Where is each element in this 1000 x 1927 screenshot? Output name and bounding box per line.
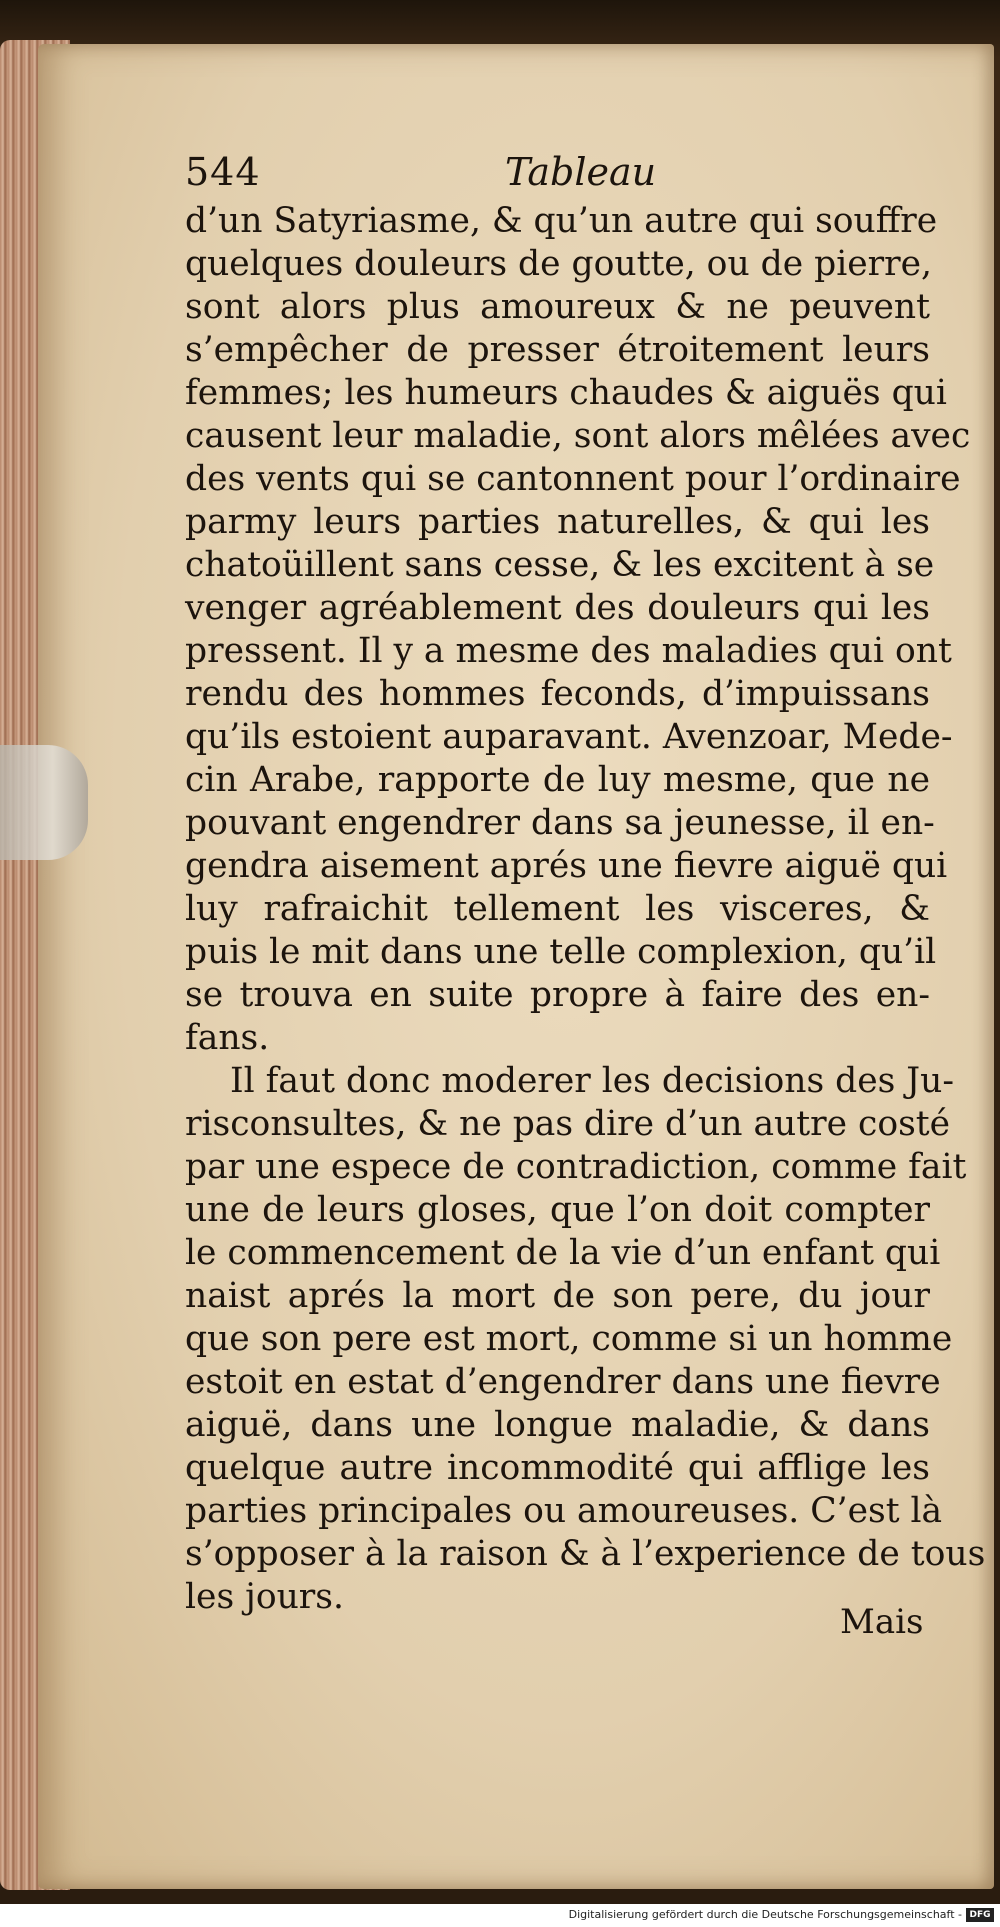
footer xyxy=(0,1904,1000,1927)
text-line: pouvant engendrer dans sa jeunesse, il en- xyxy=(185,803,935,843)
text-line: le commencement de la vie d’un enfant qui xyxy=(185,1233,941,1273)
text-line: d’un Satyriasme, & qu’un autre qui souffre xyxy=(185,201,938,241)
text-line: fans. xyxy=(185,1018,270,1058)
text-line: cin Arabe, rapporte de luy mesme, que ne xyxy=(185,760,930,800)
text-line: sont alors plus amoureux & ne peuvent xyxy=(185,287,930,327)
text-line: des vents qui se cantonnent pour l’ordinaire xyxy=(185,459,961,499)
dfg-logo: DFG xyxy=(966,1908,994,1922)
text-line: naist aprés la mort de son pere, du jour xyxy=(185,1276,930,1316)
text-line: gendra aisement aprés une fievre aiguë qui xyxy=(185,846,948,886)
text-line: une de leurs gloses, que l’on doit compter xyxy=(185,1190,930,1230)
text-line: venger agréablement des douleurs qui les xyxy=(185,588,930,628)
text-line: puis le mit dans une telle complexion, qu’il xyxy=(185,932,937,972)
text-line: rendu des hommes feconds, d’impuissans xyxy=(185,674,930,714)
page-number: 544 xyxy=(185,150,261,194)
footer-credit: Digitalisierung gefördert durch die Deutsche Forschungsgemeinschaft - xyxy=(568,1908,962,1921)
running-head: Tableau xyxy=(505,150,657,194)
text-line: femmes; les humeurs chaudes & aiguës qui xyxy=(185,373,947,413)
text-line: risconsultes, & ne pas dire d’un autre costé xyxy=(185,1104,951,1144)
text-line: parmy leurs parties naturelles, & qui les xyxy=(185,502,930,542)
text-line: les jours. xyxy=(185,1577,344,1617)
catchword: Mais xyxy=(840,1602,924,1642)
text-line: estoit en estat d’engendrer dans une fievre xyxy=(185,1362,941,1402)
text-line: luy rafraichit tellement les visceres, & xyxy=(185,889,930,929)
clasp xyxy=(0,745,88,860)
text-line: Il faut donc moderer les decisions des Ju- xyxy=(230,1061,954,1101)
text-line: se trouva en suite propre à faire des en- xyxy=(185,975,930,1015)
text-line: quelques douleurs de goutte, ou de pierre, xyxy=(185,244,933,284)
text-line: pressent. Il y a mesme des maladies qui ont xyxy=(185,631,952,671)
text-line: quelque autre incommodité qui afflige les xyxy=(185,1448,930,1488)
text-line: s’opposer à la raison & à l’experience de tous xyxy=(185,1534,986,1574)
text-line: par une espece de contradiction, comme fait xyxy=(185,1147,967,1187)
text-line: chatoüillent sans cesse, & les excitent à se xyxy=(185,545,935,585)
body-text xyxy=(185,200,986,1619)
text-line: aiguë, dans une longue maladie, & dans xyxy=(185,1405,930,1445)
text-line: que son pere est mort, comme si un homme xyxy=(185,1319,953,1359)
text-line: s’empêcher de presser étroitement leurs xyxy=(185,330,930,370)
text-line: qu’ils estoient auparavant. Avenzoar, Mede- xyxy=(185,717,953,757)
text-line: parties principales ou amoureuses. C’est là xyxy=(185,1491,943,1531)
page-header xyxy=(185,150,955,200)
text-line: causent leur maladie, sont alors mêlées avec xyxy=(185,416,971,456)
